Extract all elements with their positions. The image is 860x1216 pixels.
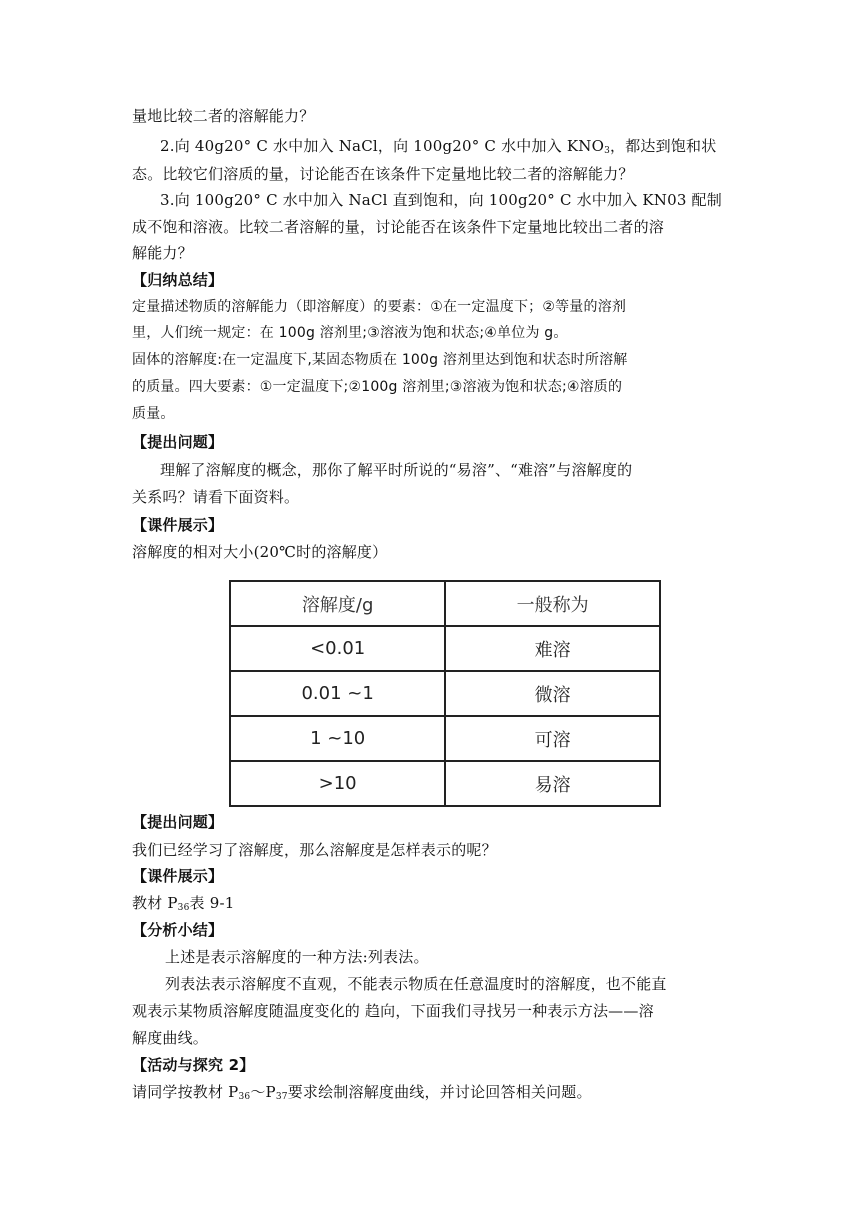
textbook-reference: 教材 $P_{36}$表 9-1 xyxy=(132,894,235,913)
solubility-table xyxy=(229,580,661,807)
section-heading: 【活动与探究 2】 xyxy=(132,1056,255,1074)
table-row xyxy=(230,626,660,671)
section-heading: 【课件展示】 xyxy=(132,867,224,885)
table-cell: 难溶 xyxy=(445,626,660,671)
section-heading: 【提出问题】 xyxy=(132,433,224,451)
table-header-cell: 溶解度/g xyxy=(230,581,445,626)
table-caption: 溶解度的相对大小(20℃时的溶解度） xyxy=(132,543,388,561)
summary-line: 定量描述物质的溶解能力（即溶解度）的要素：①在一定温度下；②等量的溶剂 xyxy=(132,299,627,315)
paragraph-line: 列表法表示溶解度不直观，不能表示物质在任意温度时的溶解度，也不能直 xyxy=(165,975,667,993)
paragraph-line: 我们已经学习了溶解度，那么溶解度是怎样表示的呢？ xyxy=(132,841,497,859)
definition-line: 的质量。四大要素：①一定温度下;②100g 溶剂里;③溶液为饱和状态;④溶质的 xyxy=(132,379,623,395)
paragraph-line: 成不饱和溶液。比较二者溶解的量，讨论能否在该条件下定量地比较出二者的溶 xyxy=(132,218,665,236)
table-row xyxy=(230,761,660,806)
section-heading: 【分析小结】 xyxy=(132,921,224,939)
section-heading: 【提出问题】 xyxy=(132,813,224,831)
table-header-row xyxy=(230,581,660,626)
paragraph-line: 解度曲线。 xyxy=(132,1029,209,1047)
table-row xyxy=(230,716,660,761)
table-cell: 可溶 xyxy=(445,716,660,761)
activity-instruction: 请同学按教材 $P_{36}\sim P_{37}$要求绘制溶解度曲线，并讨论回答相关问题。 xyxy=(132,1083,592,1102)
table-cell: 微溶 xyxy=(445,671,660,716)
table-cell: >10 xyxy=(230,761,445,806)
definition-line: 质量。 xyxy=(132,406,175,422)
table-cell: 0.01 ~1 xyxy=(230,671,445,716)
table-header-cell: 一般称为 xyxy=(445,581,660,626)
paragraph-line: 观表示某物质溶解度随温度变化的 趋向，下面我们寻找另一种表示方法——溶 xyxy=(132,1002,654,1020)
question-2-line: 2.向 40g20° C 水中加入 NaCl，向 100g20° C 水中加入 $KNO_3$，都达到饱和状 xyxy=(160,137,717,156)
paragraph-line: 上述是表示溶解度的一种方法:列表法。 xyxy=(165,948,429,966)
summary-line: 里，人们统一规定：在 100g 溶剂里;③溶液为饱和状态;④单位为 g。 xyxy=(132,325,568,341)
paragraph-line: 理解了溶解度的概念，那你了解平时所说的“易溶”、“难溶”与溶解度的 xyxy=(160,461,633,479)
paragraph-line: 解能力？ xyxy=(132,244,193,262)
table-cell: <0.01 xyxy=(230,626,445,671)
paragraph-line: 关系吗？请看下面资料。 xyxy=(132,488,300,506)
table-cell: 1 ~10 xyxy=(230,716,445,761)
question-3-line: 3.向 100g20° C 水中加入 NaCl 直到饱和，向 100g20° C 水中加入 KN03 配制 xyxy=(160,191,722,209)
section-heading: 【课件展示】 xyxy=(132,516,224,534)
table-cell: 易溶 xyxy=(445,761,660,806)
table-row xyxy=(230,671,660,716)
paragraph-line: 量地比较二者的溶解能力？ xyxy=(132,107,315,125)
section-heading: 【归纳总结】 xyxy=(132,271,224,289)
definition-line: 固体的溶解度:在一定温度下,某固态物质在 100g 溶剂里达到饱和状态时所溶解 xyxy=(132,352,628,368)
paragraph-line: 态。比较它们溶质的量，讨论能否在该条件下定量地比较二者的溶解能力？ xyxy=(132,165,634,183)
